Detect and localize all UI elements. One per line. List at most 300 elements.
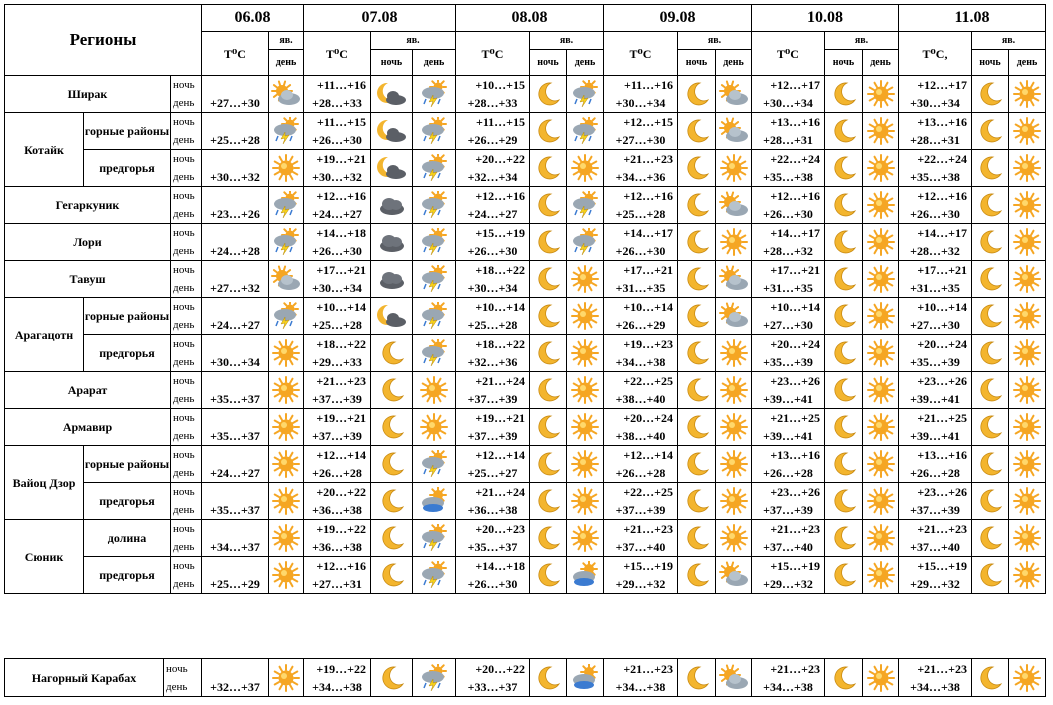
temperature-cell bbox=[899, 76, 972, 113]
time-of-day-cell bbox=[171, 520, 202, 557]
day-phenomena-cell bbox=[863, 224, 899, 261]
subregion-name: горные районы bbox=[84, 113, 171, 150]
temp-header: T⁰C bbox=[304, 32, 371, 76]
temp-header: T⁰C bbox=[456, 32, 530, 76]
day-temperature: +30…+34 bbox=[763, 96, 813, 110]
region-name: Тавуш bbox=[5, 261, 171, 298]
night-phenomena-cell bbox=[972, 150, 1009, 187]
night-phenomena-cell bbox=[972, 483, 1009, 520]
region-name: Котайк bbox=[5, 113, 84, 187]
day-header: день bbox=[567, 50, 604, 76]
day-temperature: +24…+27 bbox=[210, 318, 260, 332]
night-temperature: +21…+23 bbox=[770, 522, 820, 536]
night-temperature: +11…+15 bbox=[475, 115, 525, 129]
day-temperature: +37…+39 bbox=[467, 392, 518, 406]
temperature-cell bbox=[899, 113, 972, 150]
temperature-cell bbox=[202, 659, 269, 697]
time-of-day-cell bbox=[171, 557, 202, 594]
night-phenomena-cell bbox=[678, 557, 716, 594]
night-temperature: +14…+17 bbox=[917, 226, 967, 240]
day-temperature: +31…+35 bbox=[615, 281, 666, 295]
date-header: 10.08 bbox=[752, 5, 899, 32]
moon-icon bbox=[530, 80, 566, 108]
day-label: день bbox=[173, 578, 195, 590]
night-header: ночь bbox=[371, 50, 413, 76]
day-temperature: +26…+30 bbox=[910, 207, 960, 221]
temperature-cell bbox=[604, 113, 678, 150]
day-phenomena-cell bbox=[716, 659, 752, 697]
night-phenomena-cell bbox=[371, 76, 413, 113]
night-label: ночь bbox=[173, 338, 195, 350]
night-temperature: +19…+23 bbox=[623, 337, 673, 351]
day-phenomena-cell bbox=[716, 76, 752, 113]
day-temperature: +34…+38 bbox=[312, 679, 362, 694]
night-phenomena-cell bbox=[972, 113, 1009, 150]
day-temperature: +30…+34 bbox=[910, 96, 960, 110]
night-label: ночь bbox=[173, 153, 195, 165]
night-phenomena-cell bbox=[825, 113, 863, 150]
day-phenomena-cell bbox=[567, 187, 604, 224]
region-row bbox=[5, 113, 1046, 150]
temperature-cell bbox=[304, 557, 371, 594]
thunderstorm-icon bbox=[413, 228, 455, 256]
moon-icon bbox=[678, 154, 715, 182]
temperature-cell bbox=[456, 557, 530, 594]
time-of-day-cell bbox=[171, 483, 202, 520]
sun-icon bbox=[863, 302, 898, 330]
moon-icon bbox=[825, 191, 862, 219]
day-phenomena-cell bbox=[1009, 557, 1046, 594]
phenomena-cell bbox=[269, 113, 304, 150]
night-phenomena-cell bbox=[678, 187, 716, 224]
night-phenomena-cell bbox=[371, 446, 413, 483]
night-label: ночь bbox=[173, 412, 195, 424]
forecast-table bbox=[4, 4, 1046, 594]
night-temperature: +14…+17 bbox=[623, 226, 673, 240]
day-phenomena-cell bbox=[567, 335, 604, 372]
night-temperature: +19…+21 bbox=[316, 411, 366, 425]
day-temperature: +29…+32 bbox=[910, 577, 960, 591]
moon-icon bbox=[678, 413, 715, 441]
day-temperature: +35…+38 bbox=[910, 170, 960, 184]
temperature-cell bbox=[456, 446, 530, 483]
temperature-cell bbox=[752, 557, 825, 594]
night-temperature: +17…+21 bbox=[770, 263, 820, 277]
night-phenomena-cell bbox=[371, 224, 413, 261]
temperature-cell bbox=[202, 224, 269, 261]
phenomena-header: яв. bbox=[678, 32, 752, 50]
phenomena-cell bbox=[269, 150, 304, 187]
night-temperature: +23…+26 bbox=[917, 374, 967, 388]
day-temperature: +34…+37 bbox=[210, 540, 260, 554]
day-temperature: +37…+39 bbox=[312, 392, 362, 406]
moon-icon bbox=[371, 664, 412, 692]
sun-icon bbox=[269, 413, 303, 441]
phenomena-cell bbox=[269, 261, 304, 298]
day-phenomena-cell bbox=[1009, 335, 1046, 372]
night-phenomena-cell bbox=[825, 409, 863, 446]
night-temperature: +12…+16 bbox=[770, 189, 820, 203]
moon-icon bbox=[825, 413, 862, 441]
day-temperature: +37…+40 bbox=[763, 540, 813, 554]
night-label: ночь bbox=[173, 486, 195, 498]
partly-cloudy-icon bbox=[716, 80, 751, 108]
sun-icon bbox=[863, 228, 898, 256]
night-phenomena-cell bbox=[678, 659, 716, 697]
sun-icon bbox=[716, 450, 751, 478]
day-temperature: +27…+30 bbox=[763, 318, 813, 332]
temperature-cell bbox=[899, 261, 972, 298]
day-temperature: +23…+26 bbox=[210, 207, 260, 221]
day-label: день bbox=[173, 282, 195, 294]
night-label: ночь bbox=[173, 264, 195, 276]
temperature-cell bbox=[752, 224, 825, 261]
temperature-cell bbox=[899, 520, 972, 557]
moon-cloud-icon bbox=[371, 302, 412, 330]
sun-icon bbox=[1009, 191, 1045, 219]
phenomena-cell bbox=[269, 224, 304, 261]
sun-icon bbox=[567, 450, 603, 478]
night-temperature: +23…+26 bbox=[770, 485, 820, 499]
moon-icon bbox=[678, 339, 715, 367]
moon-icon bbox=[530, 664, 566, 692]
region-name: Лори bbox=[5, 224, 171, 261]
night-temperature: +10…+14 bbox=[475, 300, 525, 314]
night-phenomena-cell bbox=[678, 224, 716, 261]
day-temperature: +27…+30 bbox=[210, 96, 260, 110]
night-phenomena-cell bbox=[972, 409, 1009, 446]
thunderstorm-icon bbox=[413, 154, 455, 182]
sun-icon bbox=[269, 487, 303, 515]
phenomena-cell bbox=[269, 335, 304, 372]
sun-icon bbox=[269, 524, 303, 552]
temperature-cell bbox=[202, 187, 269, 224]
moon-icon bbox=[825, 487, 862, 515]
temperature-cell bbox=[202, 150, 269, 187]
sun-icon bbox=[567, 524, 603, 552]
day-temperature: +35…+37 bbox=[210, 392, 260, 406]
night-phenomena-cell bbox=[972, 76, 1009, 113]
sun-icon bbox=[716, 376, 751, 404]
day-phenomena-cell bbox=[863, 150, 899, 187]
moon-icon bbox=[825, 228, 862, 256]
region-name: Ширак bbox=[5, 76, 171, 113]
day-temperature: +28…+31 bbox=[910, 133, 960, 147]
moon-icon bbox=[371, 413, 412, 441]
temperature-cell bbox=[604, 372, 678, 409]
moon-icon bbox=[530, 339, 566, 367]
day-temperature: +36…+38 bbox=[312, 503, 362, 517]
day-temperature: +26…+28 bbox=[910, 466, 960, 480]
night-phenomena-cell bbox=[530, 224, 567, 261]
day-phenomena-cell bbox=[413, 409, 456, 446]
moon-icon bbox=[972, 154, 1008, 182]
night-temperature: +12…+17 bbox=[917, 78, 967, 92]
moon-icon bbox=[972, 265, 1008, 293]
day-phenomena-cell bbox=[567, 113, 604, 150]
night-temperature: +12…+16 bbox=[475, 189, 525, 203]
night-phenomena-cell bbox=[972, 335, 1009, 372]
day-phenomena-cell bbox=[567, 446, 604, 483]
night-header: ночь bbox=[972, 50, 1009, 76]
thunderstorm-icon bbox=[269, 191, 303, 219]
night-phenomena-cell bbox=[972, 261, 1009, 298]
sun-icon bbox=[567, 487, 603, 515]
region-row bbox=[5, 150, 1046, 187]
phenomena-cell bbox=[269, 298, 304, 335]
temperature-cell bbox=[899, 187, 972, 224]
karabakh-table bbox=[4, 658, 1046, 697]
night-temperature: +23…+26 bbox=[917, 485, 967, 499]
phenomena-header: яв. bbox=[371, 32, 456, 50]
sun-icon bbox=[863, 376, 898, 404]
sun-icon bbox=[1009, 117, 1045, 145]
night-phenomena-cell bbox=[678, 483, 716, 520]
moon-icon bbox=[678, 265, 715, 293]
rain-cloud-icon bbox=[413, 487, 455, 515]
thunderstorm-icon bbox=[567, 117, 603, 145]
night-temperature: +10…+15 bbox=[475, 78, 525, 92]
day-phenomena-cell bbox=[413, 150, 456, 187]
sun-icon bbox=[413, 376, 455, 404]
day-temperature: +32…+36 bbox=[467, 355, 518, 369]
temperature-cell bbox=[202, 261, 269, 298]
day-phenomena-cell bbox=[863, 113, 899, 150]
moon-icon bbox=[530, 265, 566, 293]
temperature-cell bbox=[752, 520, 825, 557]
temperature-cell bbox=[304, 187, 371, 224]
day-temperature: +37…+40 bbox=[615, 540, 666, 554]
day-phenomena-cell bbox=[567, 372, 604, 409]
night-phenomena-cell bbox=[530, 150, 567, 187]
day-temperature: +28…+33 bbox=[467, 96, 518, 110]
day-phenomena-cell bbox=[1009, 409, 1046, 446]
moon-icon bbox=[530, 228, 566, 256]
day-temperature: +26…+30 bbox=[763, 207, 813, 221]
thunderstorm-icon bbox=[413, 117, 455, 145]
day-phenomena-cell bbox=[863, 76, 899, 113]
night-phenomena-cell bbox=[678, 520, 716, 557]
temperature-cell bbox=[304, 261, 371, 298]
night-phenomena-cell bbox=[371, 113, 413, 150]
moon-icon bbox=[371, 450, 412, 478]
subregion-name: горные районы bbox=[84, 298, 171, 335]
night-phenomena-cell bbox=[371, 557, 413, 594]
night-phenomena-cell bbox=[371, 372, 413, 409]
thunderstorm-icon bbox=[269, 228, 303, 256]
sun-icon bbox=[863, 117, 898, 145]
temperature-cell bbox=[604, 187, 678, 224]
day-phenomena-cell bbox=[716, 446, 752, 483]
day-phenomena-cell bbox=[567, 409, 604, 446]
phenomena-header: яв. bbox=[530, 32, 604, 50]
day-temperature: +31…+35 bbox=[763, 281, 813, 295]
temperature-cell bbox=[752, 372, 825, 409]
night-temperature: +12…+16 bbox=[316, 559, 366, 573]
night-phenomena-cell bbox=[371, 483, 413, 520]
night-phenomena-cell bbox=[371, 520, 413, 557]
day-temperature: +25…+28 bbox=[312, 318, 362, 332]
temperature-cell bbox=[899, 372, 972, 409]
region-name: Гегаркуник bbox=[5, 187, 171, 224]
day-phenomena-cell bbox=[413, 298, 456, 335]
temperature-cell bbox=[456, 113, 530, 150]
date-header: 11.08 bbox=[899, 5, 1046, 32]
night-phenomena-cell bbox=[530, 76, 567, 113]
night-temperature: +12…+16 bbox=[917, 189, 967, 203]
day-label: день bbox=[173, 171, 195, 183]
day-temperature: +37…+39 bbox=[312, 429, 362, 443]
day-temperature: +37…+40 bbox=[910, 540, 960, 554]
temperature-cell bbox=[752, 659, 825, 697]
region-name: Арагацотн bbox=[5, 298, 84, 372]
temperature-cell bbox=[304, 150, 371, 187]
sun-icon bbox=[716, 339, 751, 367]
thunderstorm-icon bbox=[567, 80, 603, 108]
temperature-cell bbox=[899, 150, 972, 187]
night-phenomena-cell bbox=[530, 409, 567, 446]
day-phenomena-cell bbox=[863, 659, 899, 697]
day-temperature: +29…+32 bbox=[763, 577, 813, 591]
night-phenomena-cell bbox=[678, 261, 716, 298]
time-of-day-cell bbox=[164, 659, 202, 697]
night-phenomena-cell bbox=[825, 520, 863, 557]
moon-icon bbox=[530, 487, 566, 515]
day-temperature: +27…+32 bbox=[210, 281, 260, 295]
moon-icon bbox=[530, 413, 566, 441]
temperature-cell bbox=[304, 446, 371, 483]
night-temperature: +20…+23 bbox=[475, 522, 525, 536]
night-label: ночь bbox=[173, 449, 195, 461]
day-temperature: +36…+38 bbox=[312, 540, 362, 554]
temperature-cell bbox=[456, 335, 530, 372]
temperature-cell bbox=[899, 483, 972, 520]
day-phenomena-cell bbox=[413, 113, 456, 150]
day-header: день bbox=[863, 50, 899, 76]
day-temperature: +26…+28 bbox=[312, 466, 362, 480]
night-phenomena-cell bbox=[371, 659, 413, 697]
night-temperature: +13…+16 bbox=[917, 115, 967, 129]
night-temperature: +19…+21 bbox=[475, 411, 525, 425]
day-temperature: +39…+41 bbox=[910, 392, 960, 406]
sun-icon bbox=[1009, 487, 1045, 515]
night-temperature: +22…+25 bbox=[623, 485, 673, 499]
day-temperature: +30…+32 bbox=[312, 170, 362, 184]
moon-icon bbox=[678, 376, 715, 404]
temperature-cell bbox=[456, 520, 530, 557]
night-label: ночь bbox=[173, 523, 195, 535]
time-of-day-cell bbox=[171, 113, 202, 150]
subregion-name: предгорья bbox=[84, 150, 171, 187]
day-phenomena-cell bbox=[716, 113, 752, 150]
day-header: день bbox=[413, 50, 456, 76]
sun-icon bbox=[863, 524, 898, 552]
night-temperature: +20…+24 bbox=[623, 411, 673, 425]
day-label: день bbox=[173, 208, 195, 220]
moon-icon bbox=[825, 524, 862, 552]
day-temperature: +26…+30 bbox=[615, 244, 666, 258]
temperature-cell bbox=[456, 76, 530, 113]
night-phenomena-cell bbox=[825, 150, 863, 187]
moon-icon bbox=[371, 339, 412, 367]
phenomena-header: яв. bbox=[269, 32, 304, 50]
region-row bbox=[5, 76, 1046, 113]
moon-icon bbox=[678, 524, 715, 552]
day-phenomena-cell bbox=[413, 335, 456, 372]
moon-cloud-icon bbox=[371, 154, 412, 182]
temperature-cell bbox=[456, 187, 530, 224]
day-label: день bbox=[173, 245, 195, 257]
temperature-cell bbox=[304, 659, 371, 697]
moon-icon bbox=[972, 450, 1008, 478]
day-label: день bbox=[173, 541, 195, 553]
day-phenomena-cell bbox=[1009, 113, 1046, 150]
day-temperature: +37…+39 bbox=[467, 429, 518, 443]
moon-icon bbox=[972, 487, 1008, 515]
night-temperature: +23…+26 bbox=[770, 374, 820, 388]
night-phenomena-cell bbox=[678, 409, 716, 446]
night-temperature: +10…+14 bbox=[316, 300, 366, 314]
region-row bbox=[5, 409, 1046, 446]
sun-icon bbox=[863, 450, 898, 478]
region-name: Сюник bbox=[5, 520, 84, 594]
sun-icon bbox=[269, 376, 303, 404]
day-temperature: +24…+28 bbox=[210, 244, 260, 258]
night-temperature: +14…+18 bbox=[475, 559, 525, 573]
time-of-day-cell bbox=[171, 187, 202, 224]
night-phenomena-cell bbox=[371, 261, 413, 298]
day-label: день bbox=[173, 467, 195, 479]
night-temperature: +22…+24 bbox=[770, 152, 820, 166]
cloud-icon bbox=[371, 265, 412, 293]
day-phenomena-cell bbox=[863, 187, 899, 224]
day-phenomena-cell bbox=[863, 372, 899, 409]
temperature-cell bbox=[456, 298, 530, 335]
day-temperature: +31…+35 bbox=[910, 281, 960, 295]
temperature-cell bbox=[604, 261, 678, 298]
subregion-name: предгорья bbox=[84, 335, 171, 372]
sun-icon bbox=[269, 450, 303, 478]
night-temperature: +13…+16 bbox=[770, 115, 820, 129]
night-temperature: +21…+23 bbox=[316, 374, 366, 388]
temperature-cell bbox=[304, 409, 371, 446]
region-row bbox=[5, 298, 1046, 335]
sun-icon bbox=[1009, 228, 1045, 256]
region-name: Армавир bbox=[5, 409, 171, 446]
night-temperature: +13…+16 bbox=[770, 448, 820, 462]
temperature-cell bbox=[899, 557, 972, 594]
moon-icon bbox=[530, 154, 566, 182]
thunderstorm-icon bbox=[413, 339, 455, 367]
rain-cloud-icon bbox=[567, 664, 603, 692]
region-row bbox=[5, 261, 1046, 298]
temperature-cell bbox=[202, 76, 269, 113]
day-phenomena-cell bbox=[1009, 520, 1046, 557]
temperature-cell bbox=[456, 409, 530, 446]
night-temperature: +21…+23 bbox=[917, 661, 967, 676]
moon-icon bbox=[825, 154, 862, 182]
moon-icon bbox=[371, 524, 412, 552]
day-phenomena-cell bbox=[716, 187, 752, 224]
day-phenomena-cell bbox=[716, 483, 752, 520]
day-temperature: +30…+34 bbox=[467, 281, 518, 295]
moon-icon bbox=[678, 450, 715, 478]
night-phenomena-cell bbox=[678, 150, 716, 187]
night-temperature: +17…+21 bbox=[623, 263, 673, 277]
night-temperature: +12…+15 bbox=[623, 115, 673, 129]
day-temperature: +37…+39 bbox=[763, 503, 813, 517]
moon-icon bbox=[972, 561, 1008, 589]
